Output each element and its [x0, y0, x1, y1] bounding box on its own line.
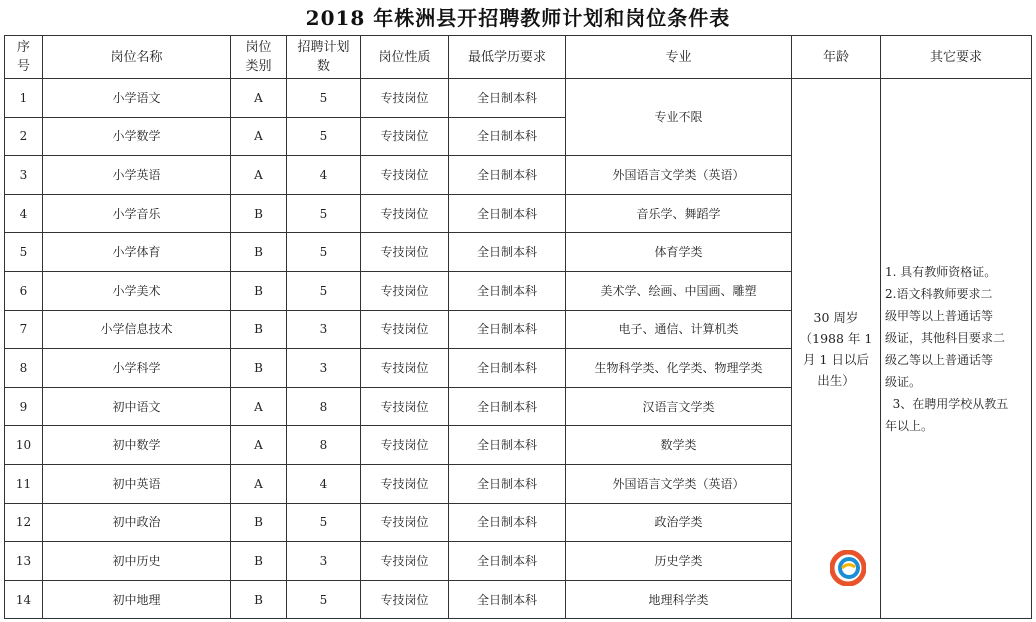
cell-type: A: [231, 464, 287, 503]
cell-major: 生物科学类、化学类、物理学类: [566, 349, 792, 388]
cell-nature: 专技岗位: [361, 387, 449, 426]
cell-nature: 专技岗位: [361, 310, 449, 349]
cell-edu: 全日制本科: [449, 117, 566, 156]
cell-name: 小学科学: [43, 349, 231, 388]
cell-edu: 全日制本科: [449, 271, 566, 310]
cell-seq: 7: [5, 310, 43, 349]
cell-count: 3: [287, 310, 361, 349]
header-seq: 序号: [5, 36, 43, 79]
cell-nature: 专技岗位: [361, 580, 449, 619]
cell-other-merged: [881, 79, 1032, 619]
other-line: 级甲等以上普通话等: [885, 308, 994, 323]
cell-count: 5: [287, 503, 361, 542]
cell-name: 小学英语: [43, 156, 231, 195]
cell-seq: 4: [5, 194, 43, 233]
cell-seq: 9: [5, 387, 43, 426]
cell-seq: 1: [5, 79, 43, 118]
other-line: 1. 具有教师资格证。: [885, 264, 997, 279]
cell-name: 初中数学: [43, 426, 231, 465]
cell-edu: 全日制本科: [449, 233, 566, 272]
cell-type: A: [231, 387, 287, 426]
cell-major: 政治学类: [566, 503, 792, 542]
cell-edu: 全日制本科: [449, 464, 566, 503]
cell-name: 小学音乐: [43, 194, 231, 233]
cell-seq: 13: [5, 542, 43, 581]
cell-type: A: [231, 156, 287, 195]
cell-count: 4: [287, 156, 361, 195]
cell-edu: 全日制本科: [449, 387, 566, 426]
cell-edu: 全日制本科: [449, 194, 566, 233]
cell-major: 美术学、绘画、中国画、雕塑: [566, 271, 792, 310]
cell-age-merged: [792, 79, 881, 619]
cell-edu: 全日制本科: [449, 580, 566, 619]
cell-count: 5: [287, 580, 361, 619]
cell-seq: 8: [5, 349, 43, 388]
cell-major: 汉语言文学类: [566, 387, 792, 426]
header-name: 岗位名称: [43, 36, 231, 79]
cell-nature: 专技岗位: [361, 79, 449, 118]
cell-seq: 12: [5, 503, 43, 542]
cell-type: B: [231, 503, 287, 542]
cell-count: 8: [287, 387, 361, 426]
header-other: 其它要求: [881, 36, 1032, 79]
cell-major: 外国语言文学类（英语）: [566, 464, 792, 503]
cell-nature: 专技岗位: [361, 233, 449, 272]
cell-count: 3: [287, 349, 361, 388]
cell-major: 地理科学类: [566, 580, 792, 619]
cell-type: B: [231, 580, 287, 619]
header-row: [5, 36, 1032, 79]
cell-count: 4: [287, 464, 361, 503]
cell-count: 5: [287, 271, 361, 310]
cell-name: 初中地理: [43, 580, 231, 619]
cell-edu: 全日制本科: [449, 503, 566, 542]
cell-nature: 专技岗位: [361, 503, 449, 542]
header-count: 招聘计划数: [287, 36, 361, 79]
cell-major: 电子、通信、计算机类: [566, 310, 792, 349]
cell-type: A: [231, 117, 287, 156]
cell-type: B: [231, 310, 287, 349]
cell-edu: 全日制本科: [449, 349, 566, 388]
cell-type: B: [231, 194, 287, 233]
cell-seq: 3: [5, 156, 43, 195]
cell-edu: 全日制本科: [449, 156, 566, 195]
other-line: 级证，其他科目要求二: [885, 330, 1006, 345]
cell-major: 历史学类: [566, 542, 792, 581]
cell-count: 5: [287, 194, 361, 233]
other-line: 级乙等以上普通话等: [885, 352, 994, 367]
cell-count: 5: [287, 233, 361, 272]
other-line: 3、在聘用学校从教五: [885, 396, 1009, 411]
age-line: （1988 年 1: [799, 330, 873, 346]
header-type: 岗位类别: [231, 36, 287, 79]
cell-major: 体育学类: [566, 233, 792, 272]
cell-type: B: [231, 542, 287, 581]
cell-nature: 专技岗位: [361, 156, 449, 195]
cell-edu: 全日制本科: [449, 310, 566, 349]
cell-seq: 6: [5, 271, 43, 310]
cell-type: B: [231, 271, 287, 310]
cell-seq: 5: [5, 233, 43, 272]
cell-seq: 2: [5, 117, 43, 156]
page-title: 2018 年株洲县开招聘教师计划和岗位条件表: [305, 6, 731, 30]
cell-nature: 专技岗位: [361, 194, 449, 233]
cell-nature: 专技岗位: [361, 464, 449, 503]
header-nature: 岗位性质: [361, 36, 449, 79]
cell-name: 小学美术: [43, 271, 231, 310]
cell-major: 音乐学、舞蹈学: [566, 194, 792, 233]
cell-name: 小学信息技术: [43, 310, 231, 349]
watermark-logo-icon: [830, 550, 866, 586]
cell-type: A: [231, 426, 287, 465]
cell-name: 初中英语: [43, 464, 231, 503]
other-line: 年以上。: [885, 418, 934, 433]
cell-count: 5: [287, 79, 361, 118]
cell-name: 初中政治: [43, 503, 231, 542]
header-major: 专业: [566, 36, 792, 79]
cell-type: B: [231, 349, 287, 388]
cell-count: 5: [287, 117, 361, 156]
cell-seq: 14: [5, 580, 43, 619]
other-line: 2.语文科教师要求二: [885, 286, 993, 301]
cell-type: A: [231, 79, 287, 118]
cell-edu: 全日制本科: [449, 542, 566, 581]
cell-nature: 专技岗位: [361, 426, 449, 465]
cell-nature: 专技岗位: [361, 271, 449, 310]
cell-major-merged: 专业不限: [566, 79, 792, 156]
cell-name: 小学体育: [43, 233, 231, 272]
cell-edu: 全日制本科: [449, 79, 566, 118]
cell-nature: 专技岗位: [361, 117, 449, 156]
other-line: 级证。: [885, 374, 922, 389]
cell-name: 小学数学: [43, 117, 231, 156]
table-row: [5, 79, 1032, 118]
cell-type: B: [231, 233, 287, 272]
cell-edu: 全日制本科: [449, 426, 566, 465]
cell-nature: 专技岗位: [361, 349, 449, 388]
cell-major: 外国语言文学类（英语）: [566, 156, 792, 195]
header-age: 年龄: [792, 36, 881, 79]
age-line: 月 1 日以后: [803, 351, 869, 367]
cell-name: 初中语文: [43, 387, 231, 426]
cell-nature: 专技岗位: [361, 542, 449, 581]
cell-name: 小学语文: [43, 79, 231, 118]
cell-count: 3: [287, 542, 361, 581]
cell-count: 8: [287, 426, 361, 465]
cell-name: 初中历史: [43, 542, 231, 581]
cell-major: 数学类: [566, 426, 792, 465]
cell-seq: 10: [5, 426, 43, 465]
age-line: 30 周岁: [813, 309, 859, 325]
cell-seq: 11: [5, 464, 43, 503]
recruitment-table: [4, 35, 1032, 619]
age-line: 出生）: [817, 372, 855, 388]
header-edu: 最低学历要求: [449, 36, 566, 79]
